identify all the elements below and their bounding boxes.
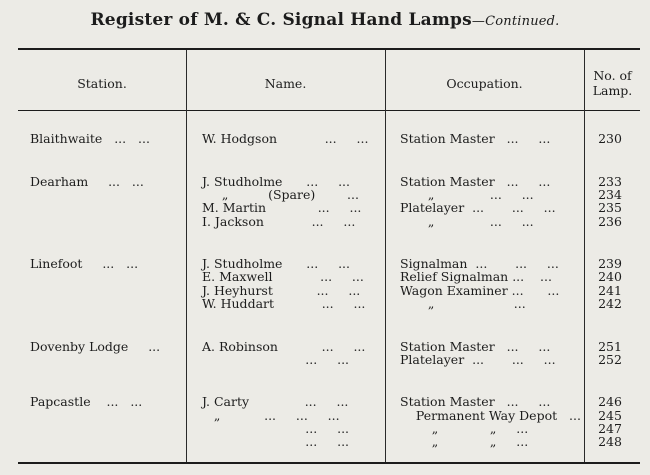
column-divider <box>385 50 386 462</box>
occupation-cell: Wagon Examiner ... ... <box>400 283 560 298</box>
station-cell: Blaithwaite ... ... <box>30 131 150 146</box>
name-cell: ... ... <box>202 352 350 367</box>
lamp-number-cell: 246 <box>598 394 622 409</box>
name-cell: ... ... <box>202 434 350 449</box>
occupation-cell: „ ... <box>400 296 526 311</box>
name-cell: A. Robinson ... ... <box>202 339 366 354</box>
name-cell: „ (Spare) ... <box>202 187 359 202</box>
name-cell: W. Hodgson ... ... <box>202 131 369 146</box>
lamp-number-cell: 234 <box>598 187 622 202</box>
name-cell: E. Maxwell ... ... <box>202 269 364 284</box>
header-lamp-line1: No. of <box>593 68 632 83</box>
lamp-number-cell: 242 <box>598 296 622 311</box>
lamp-number-cell: 233 <box>598 174 622 189</box>
lamp-number-cell: 252 <box>598 352 622 367</box>
lamp-number-cell: 251 <box>598 339 622 354</box>
occupation-cell: Signalman ... ... ... <box>400 256 559 271</box>
lamp-number-cell: 245 <box>598 408 622 423</box>
occupation-cell: Station Master ... ... <box>400 131 551 146</box>
occupation-cell: Station Master ... ... <box>400 174 551 189</box>
bottom-rule <box>18 462 640 464</box>
title-suffix: —Continued. <box>471 14 560 29</box>
name-cell: J. Carty ... ... <box>202 394 349 409</box>
occupation-cell: Station Master ... ... <box>400 339 551 354</box>
lamp-number-cell: 248 <box>598 434 622 449</box>
column-divider <box>186 50 187 462</box>
header-occupation: Occupation. <box>446 76 523 91</box>
occupation-cell: „ ... ... <box>400 187 534 202</box>
name-cell: ... ... <box>202 421 350 436</box>
occupation-cell: Permanent Way Depot ... <box>400 408 581 423</box>
name-cell: I. Jackson ... ... <box>202 214 356 229</box>
occupation-cell: Relief Signalman ... ... <box>400 269 552 284</box>
occupation-cell: „ ... ... <box>400 214 534 229</box>
top-rule <box>18 48 640 50</box>
lamp-number-cell: 235 <box>598 200 622 215</box>
station-cell: Papcastle ... ... <box>30 394 143 409</box>
station-cell: Linefoot ... ... <box>30 256 139 271</box>
occupation-cell: Platelayer ... ... ... <box>400 352 556 367</box>
name-cell: W. Huddart ... ... <box>202 296 366 311</box>
lamp-number-cell: 241 <box>598 283 622 298</box>
occupation-cell: Platelayer ... ... ... <box>400 200 556 215</box>
name-cell: M. Martin ... ... <box>202 200 362 215</box>
name-cell: J. Studholme ... ... <box>202 174 350 189</box>
header-lamp-line2: Lamp. <box>592 83 633 98</box>
page-title <box>0 10 650 30</box>
lamp-number-cell: 240 <box>598 269 622 284</box>
title-main: Register of M. & C. Signal Hand Lamps <box>90 10 472 30</box>
station-cell: Dovenby Lodge ... <box>30 339 161 354</box>
header-station: Station. <box>77 76 127 91</box>
lamp-number-cell: 230 <box>598 131 622 146</box>
lamp-number-cell: 236 <box>598 214 622 229</box>
lamp-number-cell: 239 <box>598 256 622 271</box>
occupation-cell: „ „ ... <box>400 421 529 436</box>
occupation-cell: „ „ ... <box>400 434 529 449</box>
header-name: Name. <box>264 76 307 91</box>
name-cell: J. Studholme ... ... <box>202 256 350 271</box>
name-cell: „ ... ... ... <box>202 408 340 423</box>
header-rule <box>18 110 640 111</box>
occupation-cell: Station Master ... ... <box>400 394 551 409</box>
column-divider <box>584 50 585 462</box>
name-cell: J. Heyhurst ... ... <box>202 283 361 298</box>
lamp-number-cell: 247 <box>598 421 622 436</box>
station-cell: Dearham ... ... <box>30 174 144 189</box>
